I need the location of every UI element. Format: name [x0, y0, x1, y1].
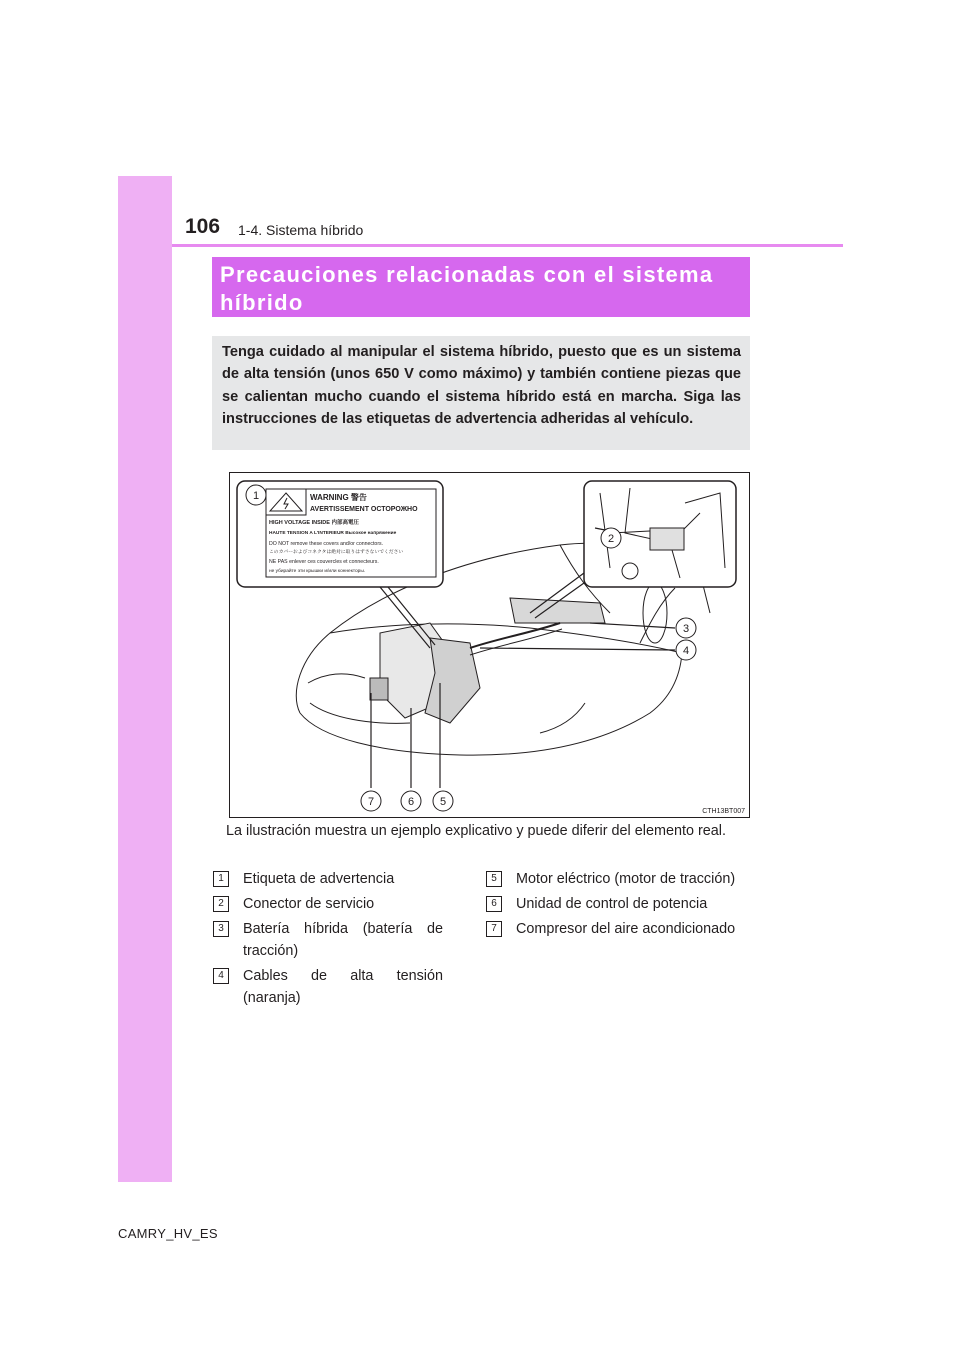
legend-item [486, 868, 746, 890]
section-title: 1-4. Sistema híbrido [238, 222, 364, 238]
svg-text:DO NOT remove these covers and: DO NOT remove these covers and/or connectors. [269, 541, 384, 547]
svg-text:AVERTISSEMENT ОСТОРОЖНО: AVERTISSEMENT ОСТОРОЖНО [310, 506, 418, 513]
figure-caption: La ilustración muestra un ejemplo explicativo y puede diferir del elemento real. [226, 823, 726, 839]
legend-number: 3 [213, 921, 229, 937]
svg-text:3: 3 [682, 623, 690, 635]
legend-text: Compresor del aire acondicionado [516, 921, 736, 937]
car-drawing [230, 473, 750, 818]
legend-item [213, 893, 443, 915]
legend-text: Motor eléctrico (motor de tracción) [516, 871, 736, 887]
legend-item [486, 893, 746, 915]
legend-item [213, 918, 443, 962]
document-footer: CAMRY_HV_ES [118, 1226, 218, 1241]
side-tab-bar [118, 176, 172, 1182]
legend-text: Cables de alta tensión (naranja) [243, 968, 443, 1006]
legend-number: 4 [213, 968, 229, 984]
svg-text:WARNING 警告: WARNING 警告 [310, 493, 367, 502]
svg-text:6: 6 [407, 796, 415, 808]
page-number: 106 [185, 215, 221, 238]
legend-text: Unidad de control de potencia [516, 896, 708, 912]
svg-text:1: 1 [252, 490, 260, 502]
legend-text: Batería híbrida (batería de tracción) [243, 921, 443, 959]
svg-text:NE PAS enlever ces couvercles: NE PAS enlever ces couvercles et connecteurs. [269, 559, 379, 565]
page-title-line2: híbrido [220, 290, 304, 315]
legend-item [213, 868, 443, 890]
page-title [212, 257, 750, 317]
legend-number: 1 [213, 871, 229, 887]
legend-right [486, 868, 746, 943]
svg-text:7: 7 [367, 796, 375, 808]
legend-text: Etiqueta de advertencia [243, 871, 395, 887]
svg-text:5: 5 [439, 796, 447, 808]
svg-text:このカバーおよびコネクタは絶対に取りはずさないでください: このカバーおよびコネクタは絶対に取りはずさないでください [269, 550, 404, 555]
svg-text:4: 4 [682, 645, 690, 657]
legend-number: 7 [486, 921, 502, 937]
legend-item [213, 965, 443, 1009]
figure-code: CTH13BT007 [702, 808, 745, 815]
legend-number: 6 [486, 896, 502, 912]
legend-number: 2 [213, 896, 229, 912]
legend-text: Conector de servicio [243, 896, 375, 912]
legend-number: 5 [486, 871, 502, 887]
intro-paragraph: Tenga cuidado al manipular el sistema híbrido, puesto que es un sistema de alta tensión (unos 650 V como máximo) y también contiene piezas que se calientan mucho cuando el sistema híbrido está en marcha. Siga las instrucciones de las etiquetas de advertencia adheridas al vehículo. [212, 336, 750, 450]
legend-left [213, 868, 443, 1012]
svg-text:2: 2 [607, 533, 615, 545]
legend-item [486, 918, 746, 940]
svg-text:не убирайте эти крышки и/или к: не убирайте эти крышки и/или коннекторы. [269, 569, 366, 574]
page-title-line1: Precauciones relacionadas con el sistema [220, 262, 714, 287]
hybrid-system-illustration [229, 472, 750, 818]
svg-text:HIGH VOLTAGE INSIDE 内部高電圧: HIGH VOLTAGE INSIDE 内部高電圧 [269, 520, 359, 526]
header-rule [172, 244, 843, 247]
powertrain [370, 598, 605, 723]
svg-text:HAUTE TENSION A L'INTERIEUR Вы: HAUTE TENSION A L'INTERIEUR Высокое напряжение [269, 531, 397, 536]
